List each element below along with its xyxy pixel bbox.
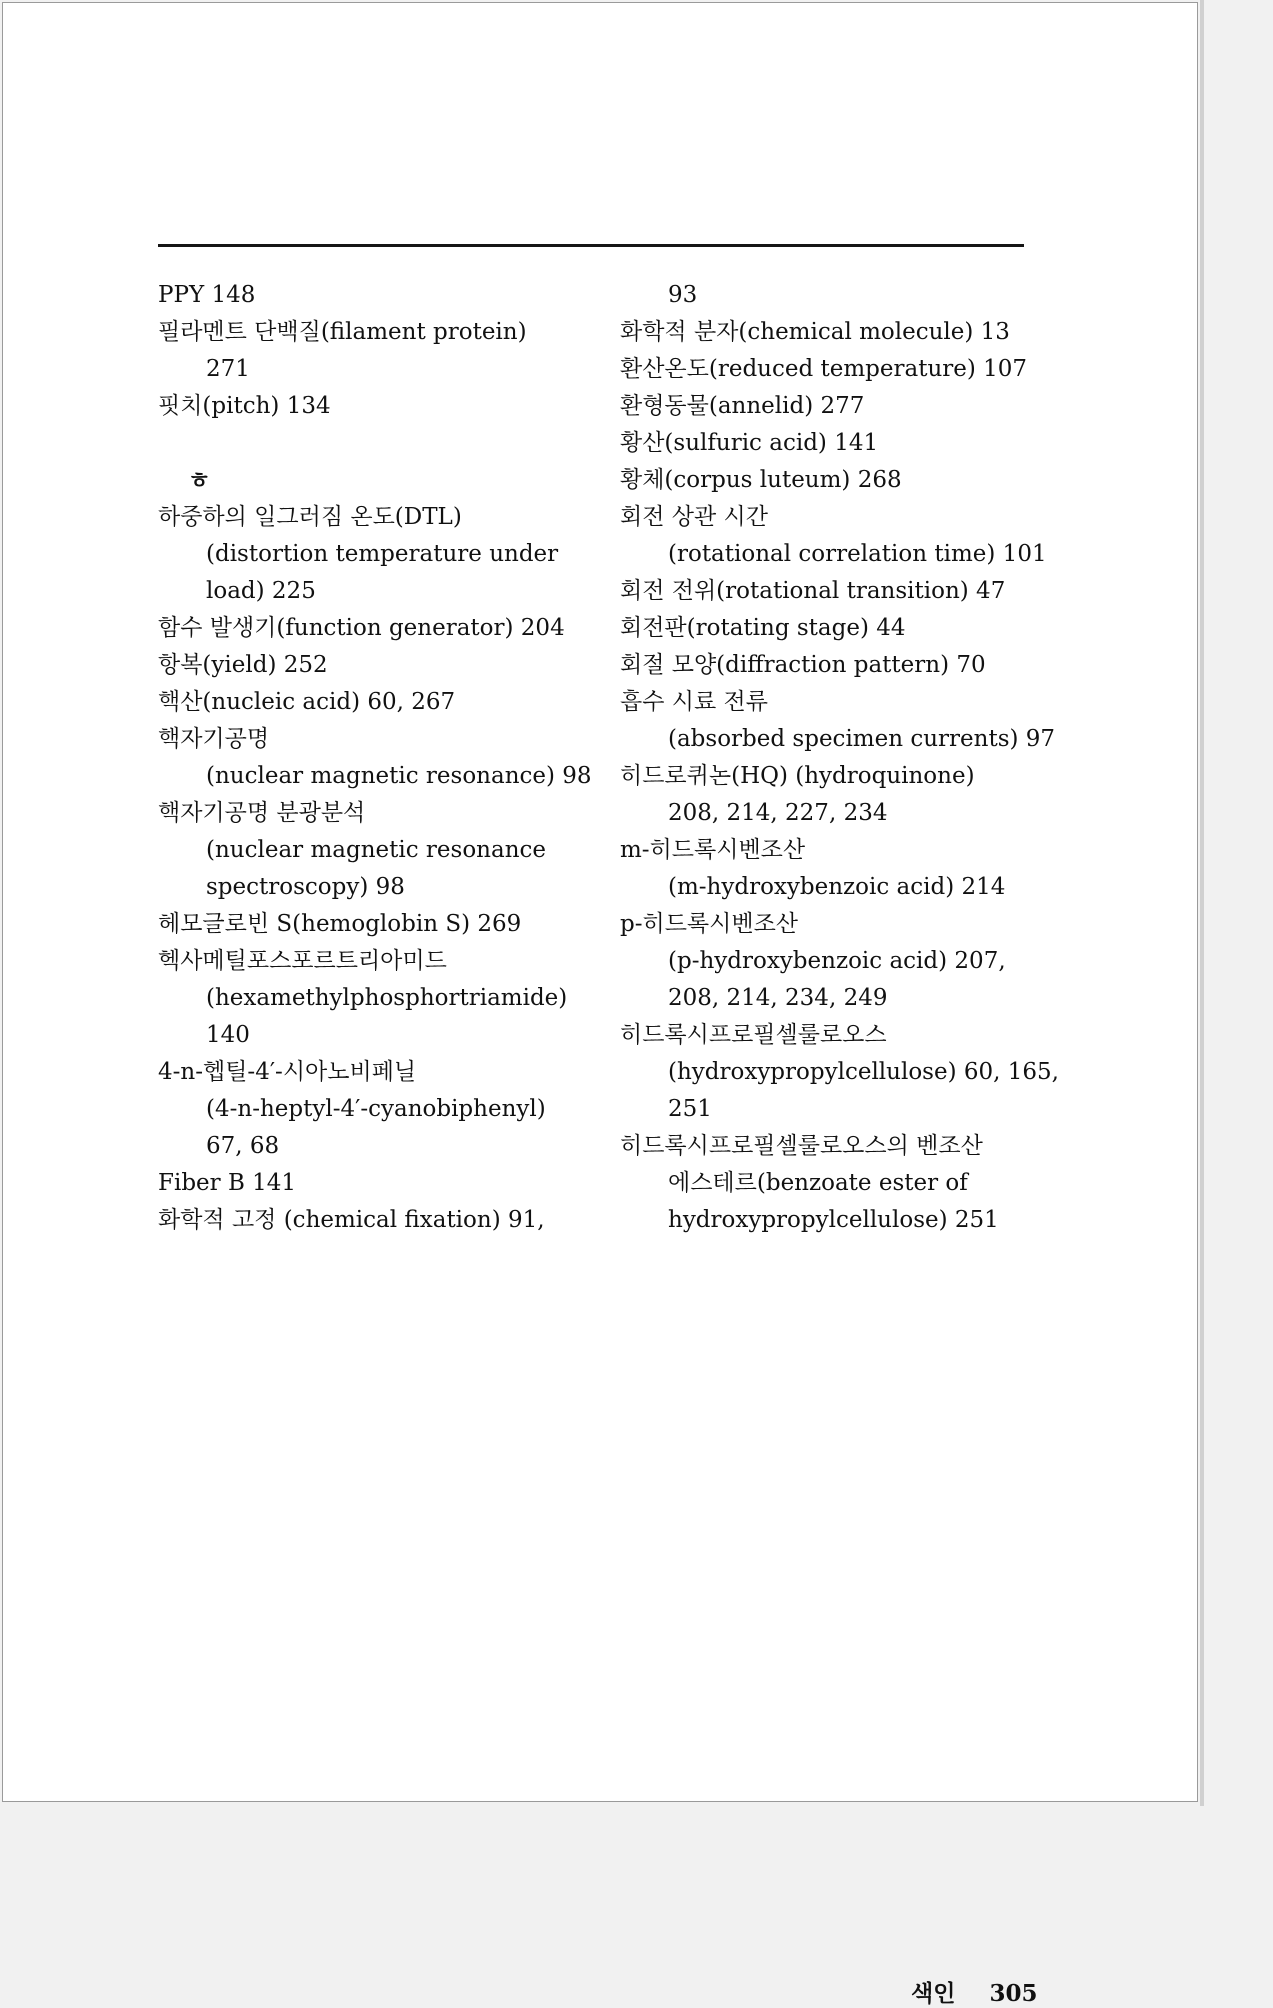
index-entry: 헥사메틸포스포르트리아미드 (158, 948, 447, 974)
index-entry-continuation: 93 (668, 282, 698, 308)
index-entry: m-히드록시벤조산 (620, 837, 806, 863)
index-entry: 히드로퀴논(HQ) (hydroquinone) (620, 763, 975, 789)
index-entry-continuation: (nuclear magnetic resonance) 98 (206, 763, 592, 789)
page-footer (911, 1975, 1037, 2008)
index-entry: 함수 발생기(function generator) 204 (158, 615, 565, 641)
index-entry-continuation: load) 225 (206, 578, 316, 604)
index-entry-continuation: 에스테르(benzoate ester of (668, 1170, 968, 1196)
index-entry: 핵자기공명 분광분석 (158, 800, 366, 826)
index-entry: PPY 148 (158, 282, 256, 308)
index-entry-continuation: (m-hydroxybenzoic acid) 214 (668, 874, 1006, 900)
index-entry-continuation: spectroscopy) 98 (206, 874, 405, 900)
index-entry: 헤모글로빈 S(hemoglobin S) 269 (158, 911, 522, 937)
index-entry: 히드록시프로필셀룰로오스 (620, 1022, 887, 1048)
index-entry: 회절 모양(diffraction pattern) 70 (620, 652, 986, 678)
index-entry-continuation: 140 (206, 1022, 250, 1048)
index-entry: 환형동물(annelid) 277 (620, 393, 865, 419)
index-entry-continuation: (hydroxypropylcellulose) 60, 165, (668, 1059, 1059, 1085)
index-entry: 회전판(rotating stage) 44 (620, 615, 906, 641)
index-entry: 회전 전위(rotational transition) 47 (620, 578, 1006, 604)
index-entry: 핵자기공명 (158, 726, 270, 752)
footer-page-number: 305 (989, 1980, 1038, 2007)
index-entry: 필라멘트 단백질(filament protein) (158, 319, 527, 345)
index-gap (158, 425, 588, 462)
index-entry: 화학적 고정 (chemical fixation) 91, (158, 1207, 545, 1233)
index-entry: p-히드록시벤조산 (620, 911, 799, 937)
index-entry: 황체(corpus luteum) 268 (620, 467, 902, 493)
footer-section-label: 색인 (911, 1980, 956, 2007)
index-entry-continuation: 208, 214, 234, 249 (668, 985, 888, 1011)
index-entry-continuation: 208, 214, 227, 234 (668, 800, 888, 826)
index-entry: 4-n-헵틸-4′-시아노비페닐 (158, 1059, 417, 1085)
index-entry: 황산(sulfuric acid) 141 (620, 430, 879, 456)
index-entry-continuation: (nuclear magnetic resonance (206, 837, 547, 863)
index-entry: 핵산(nucleic acid) 60, 267 (158, 689, 456, 715)
page-edge-shadow (1200, 0, 1204, 1806)
index-entry: 환산온도(reduced temperature) 107 (620, 356, 1028, 382)
index-entry-continuation: 67, 68 (206, 1133, 280, 1159)
index-entry-continuation: (rotational correlation time) 101 (668, 541, 1047, 567)
index-entry: 흡수 시료 전류 (620, 689, 768, 715)
index-entry-continuation: (absorbed specimen currents) 97 (668, 726, 1056, 752)
index-entry: 화학적 분자(chemical molecule) 13 (620, 319, 1010, 345)
index-entry-continuation: (hexamethylphosphortriamide) (206, 985, 568, 1011)
index-entry-continuation: (p-hydroxybenzoic acid) 207, (668, 948, 1006, 974)
index-entry: 회전 상관 시간 (620, 504, 768, 530)
index-entry: Fiber B 141 (158, 1170, 297, 1196)
document-page (2, 2, 1198, 2007)
index-entry-continuation: (4-n-heptyl-4′-cyanobiphenyl) (206, 1096, 546, 1122)
index-entry: 항복(yield) 252 (158, 652, 328, 678)
index-entry-continuation: hydroxypropylcellulose) 251 (668, 1207, 999, 1233)
index-column-right (620, 277, 1059, 1239)
index-entry-continuation: (distortion temperature under (206, 541, 559, 567)
index-entry: 하중하의 일그러짐 온도(DTL) (158, 504, 462, 530)
index-entry: 히드록시프로필셀룰로오스의 벤조산 (620, 1133, 983, 1159)
index-entry-continuation: 251 (668, 1096, 712, 1122)
index-entry-continuation: 271 (206, 356, 250, 382)
index-column-left (158, 277, 592, 1239)
header-rule (158, 244, 1024, 247)
index-entry: 핏치(pitch) 134 (158, 393, 331, 419)
index-section-heading: ㅎ (188, 467, 211, 494)
